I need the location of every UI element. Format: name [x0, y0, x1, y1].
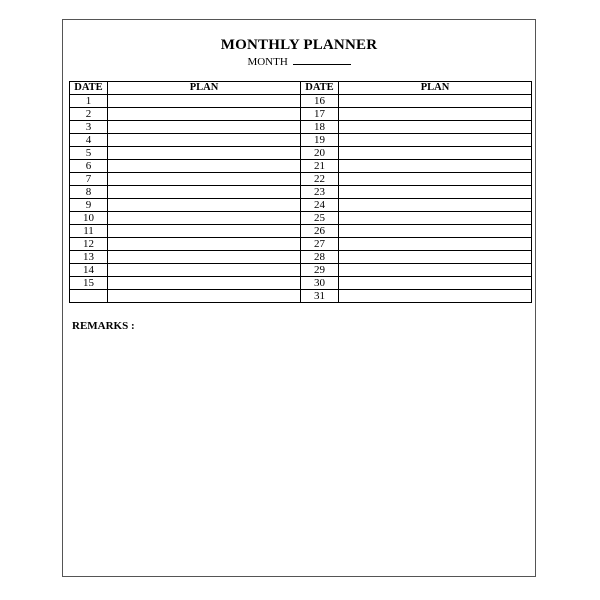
date-cell: 12: [70, 238, 108, 251]
plan-cell[interactable]: [108, 290, 301, 303]
date-cell: 21: [301, 160, 339, 173]
plan-header-left: PLAN: [108, 82, 301, 95]
table-row: [70, 225, 532, 238]
month-label: MONTH: [247, 56, 288, 68]
date-cell: 29: [301, 264, 339, 277]
date-cell: 22: [301, 173, 339, 186]
plan-cell[interactable]: [108, 277, 301, 290]
plan-cell[interactable]: [339, 290, 532, 303]
plan-cell[interactable]: [108, 108, 301, 121]
date-header-left: DATE: [70, 82, 108, 95]
date-cell: 15: [70, 277, 108, 290]
plan-cell[interactable]: [108, 225, 301, 238]
plan-cell[interactable]: [108, 264, 301, 277]
plan-cell[interactable]: [339, 95, 532, 108]
plan-cell[interactable]: [108, 186, 301, 199]
table-header-row: [70, 82, 532, 95]
date-cell: 26: [301, 225, 339, 238]
date-cell: 8: [70, 186, 108, 199]
date-cell: 1: [70, 95, 108, 108]
date-cell: 4: [70, 134, 108, 147]
table-row: [70, 277, 532, 290]
plan-cell[interactable]: [339, 251, 532, 264]
date-cell: 10: [70, 212, 108, 225]
plan-cell[interactable]: [108, 147, 301, 160]
date-cell: 17: [301, 108, 339, 121]
plan-cell[interactable]: [339, 160, 532, 173]
date-cell: 14: [70, 264, 108, 277]
planner-sheet: [62, 19, 536, 577]
plan-cell[interactable]: [108, 199, 301, 212]
plan-cell[interactable]: [339, 277, 532, 290]
plan-cell[interactable]: [339, 173, 532, 186]
table-row: [70, 238, 532, 251]
plan-cell[interactable]: [339, 238, 532, 251]
plan-cell[interactable]: [108, 173, 301, 186]
plan-cell[interactable]: [339, 147, 532, 160]
table-row: [70, 290, 532, 303]
planner-table: [69, 81, 532, 303]
date-cell: 16: [301, 95, 339, 108]
plan-cell[interactable]: [339, 264, 532, 277]
date-cell: 30: [301, 277, 339, 290]
plan-cell[interactable]: [108, 251, 301, 264]
plan-header-right: PLAN: [339, 82, 532, 95]
plan-cell[interactable]: [108, 212, 301, 225]
table-row: [70, 186, 532, 199]
date-cell: 18: [301, 121, 339, 134]
date-cell: 3: [70, 121, 108, 134]
plan-cell[interactable]: [108, 95, 301, 108]
plan-cell[interactable]: [339, 212, 532, 225]
table-row: [70, 121, 532, 134]
plan-cell[interactable]: [108, 121, 301, 134]
plan-cell[interactable]: [339, 186, 532, 199]
plan-cell[interactable]: [339, 134, 532, 147]
table-row: [70, 134, 532, 147]
month-line: [63, 55, 535, 68]
plan-cell[interactable]: [339, 225, 532, 238]
date-cell: 11: [70, 225, 108, 238]
remarks-label: REMARKS :: [72, 320, 135, 332]
date-header-right: DATE: [301, 82, 339, 95]
month-field[interactable]: [293, 55, 351, 65]
date-cell: 7: [70, 173, 108, 186]
table-row: [70, 160, 532, 173]
date-cell: 6: [70, 160, 108, 173]
table-row: [70, 212, 532, 225]
date-cell: 24: [301, 199, 339, 212]
date-cell: 31: [301, 290, 339, 303]
date-cell: [70, 290, 108, 303]
date-cell: 9: [70, 199, 108, 212]
table-row: [70, 108, 532, 121]
table-row: [70, 199, 532, 212]
plan-cell[interactable]: [108, 160, 301, 173]
plan-cell[interactable]: [108, 238, 301, 251]
plan-cell[interactable]: [339, 108, 532, 121]
plan-cell[interactable]: [108, 134, 301, 147]
date-cell: 2: [70, 108, 108, 121]
date-cell: 28: [301, 251, 339, 264]
table-row: [70, 251, 532, 264]
date-cell: 19: [301, 134, 339, 147]
table-row: [70, 173, 532, 186]
date-cell: 25: [301, 212, 339, 225]
table-row: [70, 147, 532, 160]
table-row: [70, 264, 532, 277]
plan-cell[interactable]: [339, 199, 532, 212]
date-cell: 23: [301, 186, 339, 199]
date-cell: 20: [301, 147, 339, 160]
date-cell: 27: [301, 238, 339, 251]
page-title: MONTHLY PLANNER: [220, 37, 378, 53]
table-row: [70, 95, 532, 108]
plan-cell[interactable]: [339, 121, 532, 134]
date-cell: 5: [70, 147, 108, 160]
date-cell: 13: [70, 251, 108, 264]
